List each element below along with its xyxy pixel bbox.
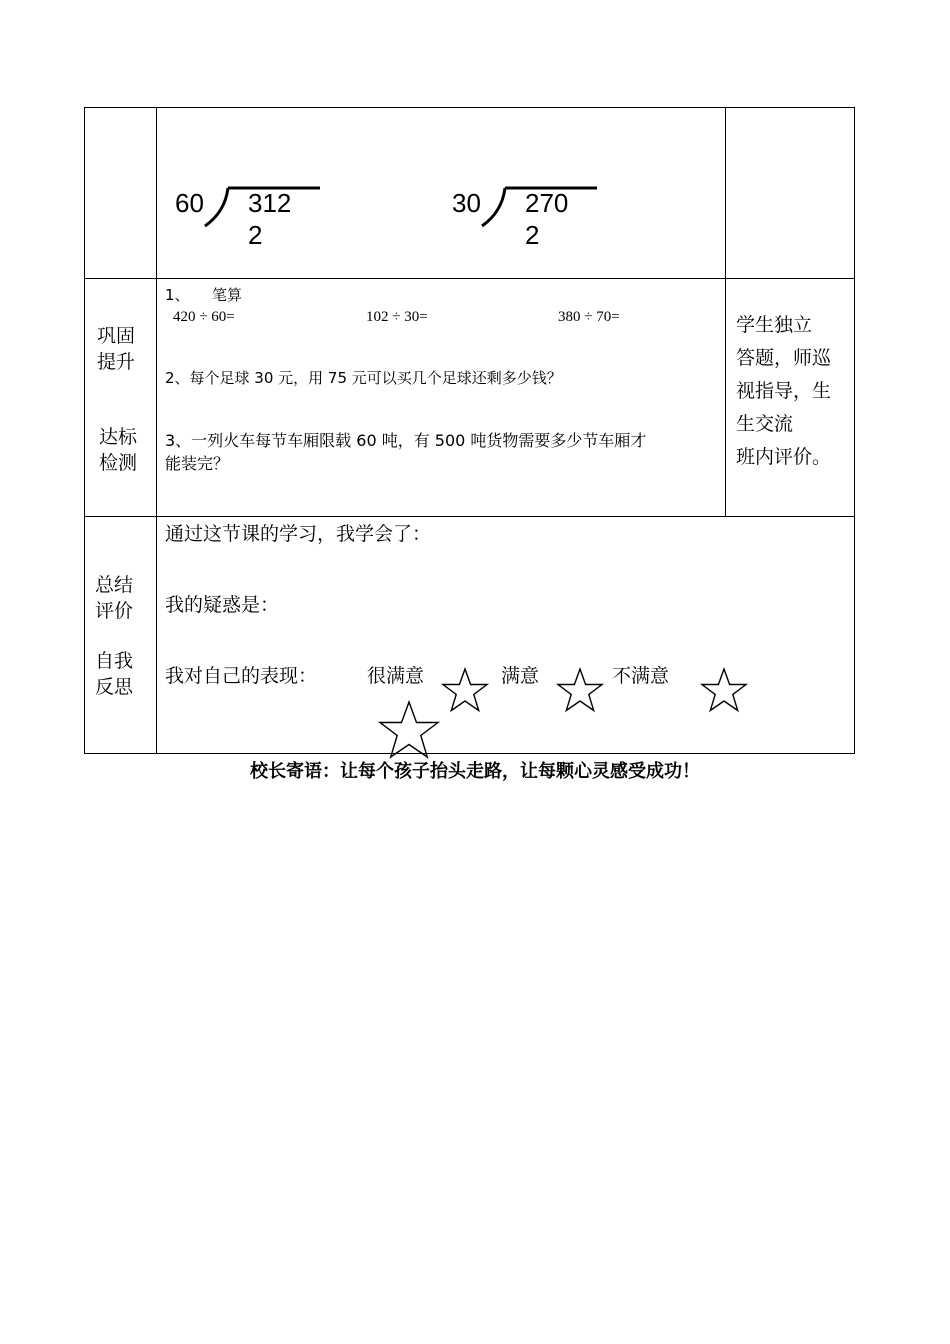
label-text: 提升 [97, 351, 136, 373]
table-border-left [84, 107, 85, 754]
question-3-line1: 3、一列火车每节车厢限载 60 吨，有 500 吨货物需要多少节车厢才 [165, 431, 647, 450]
calc-item: 102 ÷ 30= [366, 309, 428, 325]
option-very-satisfied: 很满意 [367, 665, 425, 687]
table-border-bottom [84, 753, 855, 754]
label-text: 自我 [95, 650, 134, 672]
note-line: 生交流 [736, 413, 794, 435]
option-not-satisfied: 不满意 [612, 665, 670, 687]
row-label-consolidate [97, 323, 135, 375]
note-line: 视指导，生 [736, 380, 832, 402]
row-label-summary [95, 572, 133, 624]
table-border-top [84, 107, 855, 108]
row-label-reflect [95, 648, 133, 700]
label-text: 反思 [95, 676, 134, 698]
note-line: 学生独立 [736, 314, 813, 336]
divisor: 60 [175, 188, 204, 218]
quotient: 2 [525, 220, 540, 250]
self-eval-prompt: 我对自己的表现： [165, 665, 318, 687]
table-border-col1 [156, 107, 157, 754]
question-2: 2、每个足球 30 元，用 75 元可以买几个足球还剩多少钱？ [165, 369, 562, 387]
table-border-col2 [725, 107, 726, 517]
quotient: 2 [248, 220, 263, 250]
table-border-row1 [84, 278, 855, 279]
dividend: 270 [525, 188, 569, 218]
teaching-note [736, 309, 831, 474]
calc-item: 420 ÷ 60= [173, 309, 235, 325]
calc-item: 380 ÷ 70= [558, 309, 620, 325]
note-line: 答题，师巡 [736, 347, 832, 369]
long-division-2 [452, 182, 602, 252]
question-3-line2: 能装完？ [165, 454, 230, 473]
star-icon[interactable] [377, 700, 441, 760]
label-text: 总结 [95, 574, 134, 596]
table-border-right [854, 107, 855, 754]
principal-motto: 校长寄语：让每个孩子抬头走路，让每颗心灵感受成功！ [250, 761, 700, 782]
star-icon[interactable] [556, 667, 604, 713]
row-label-assess [99, 424, 137, 476]
note-line: 班内评价。 [736, 446, 832, 468]
learned-prompt: 通过这节课的学习，我学会了： [165, 523, 432, 545]
option-satisfied: 满意 [501, 665, 540, 687]
long-division-1 [175, 182, 325, 252]
dividend: 312 [248, 188, 292, 218]
label-text: 巩固 [97, 325, 136, 347]
label-text: 达标 [99, 426, 138, 448]
star-icon[interactable] [441, 667, 489, 713]
label-text: 检测 [99, 452, 138, 474]
question-1-title: 1、 笔算 [165, 286, 243, 304]
table-border-row2 [84, 516, 855, 517]
divisor: 30 [452, 188, 481, 218]
label-text: 评价 [95, 600, 134, 622]
doubts-prompt: 我的疑惑是： [165, 594, 280, 616]
star-icon[interactable] [700, 667, 748, 713]
